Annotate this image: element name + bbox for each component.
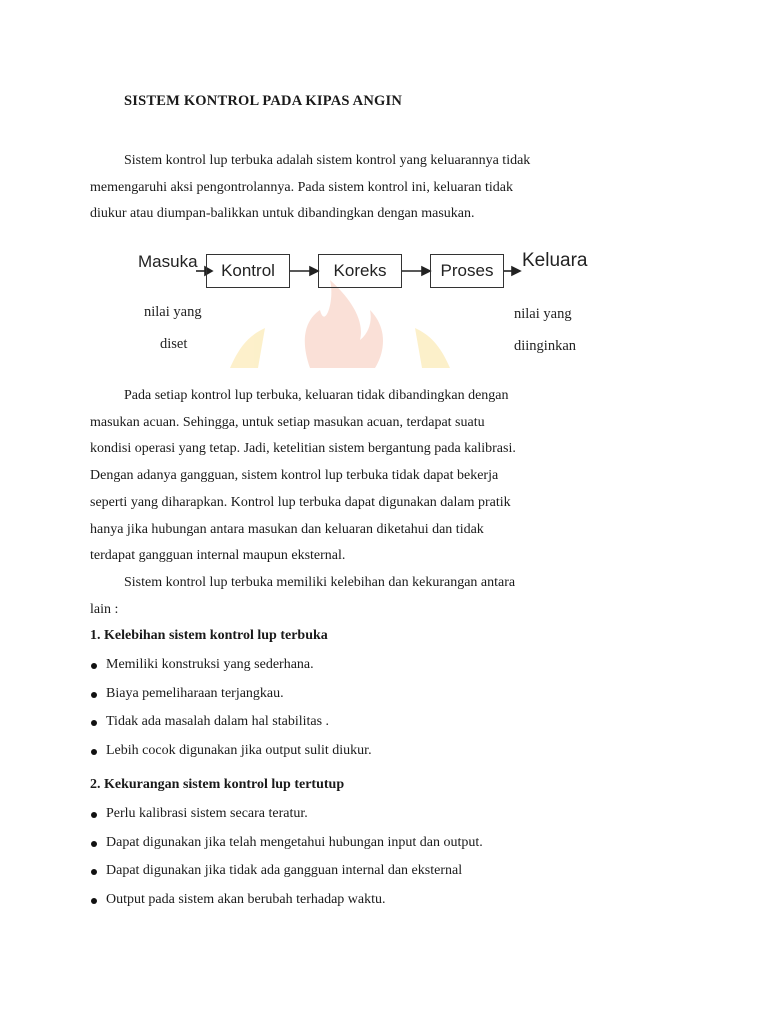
block-koreks [318,254,402,288]
kelebihan-heading: 1. Kelebihan sistem kontrol lup terbuka [90,628,328,643]
block-label: Kontrol [221,261,275,280]
output-note-line1: nilai yang [514,306,572,322]
list-item: Dapat digunakan jika tidak ada gangguan internal dan eksternal [90,863,483,892]
intro-paragraph [90,148,560,228]
body-line: terdapat gangguan internal maupun eksternal. [90,548,346,564]
page-title: SISTEM KONTROL PADA KIPAS ANGIN [124,93,402,109]
body-line: lain : [90,601,119,617]
body-line: seperti yang diharapkan. Kontrol lup terbuka dapat digunakan dalam pratik [90,494,511,510]
body-line: masukan acuan. Sehingga, untuk setiap masukan acuan, terdapat suatu [90,414,485,430]
body-line: Dengan adanya gangguan, sistem kontrol lup terbuka tidak dapat bekerja [90,468,499,484]
body-line: kondisi operasi yang tetap. Jadi, ketelitian sistem bergantung pada kalibrasi. [90,441,516,457]
body-line: Sistem kontrol lup terbuka memiliki kelebihan dan kekurangan antara [124,574,516,590]
list-item: Dapat digunakan jika telah mengetahui hubungan input dan output. [90,835,483,864]
list-item: Output pada sistem akan berubah terhadap waktu. [90,892,483,921]
kelebihan-list [90,657,372,771]
intro-line: diukur atau diumpan-balikkan untuk dibandingkan dengan masukan. [90,206,475,222]
output-note-line2: diinginkan [514,338,577,354]
body-paragraph [90,383,560,623]
block-proses [430,254,504,288]
input-label: Masuka [138,252,198,271]
watermark-logo [230,280,450,368]
output-label: Keluara [522,250,588,271]
block-label: Proses [440,261,494,280]
kekurangan-heading: 2. Kekurangan sistem kontrol lup tertutup [90,777,345,792]
list-item: Biaya pemeliharaan terjangkau. [90,686,372,715]
list-item: Lebih cocok digunakan jika output sulit diukur. [90,743,372,772]
intro-line: Sistem kontrol lup terbuka adalah sistem kontrol yang keluarannya tidak [124,153,531,168]
block-label: Koreks [333,261,387,280]
list-item: Tidak ada masalah dalam hal stabilitas . [90,714,372,743]
kekurangan-list [90,806,483,920]
block-kontrol [206,254,290,288]
list-item: Perlu kalibrasi sistem secara teratur. [90,806,483,835]
list-item: Memiliki konstruksi yang sederhana. [90,657,372,686]
intro-line: memengaruhi aksi pengontrolannya. Pada sistem kontrol ini, keluaran tidak [90,179,514,195]
input-note-line2: diset [160,336,188,352]
body-line: Pada setiap kontrol lup terbuka, keluaran tidak dibandingkan dengan [124,388,509,403]
block-diagram [130,240,590,368]
input-note-line1: nilai yang [144,304,202,320]
body-line: hanya jika hubungan antara masukan dan keluaran diketahui dan tidak [90,521,484,537]
